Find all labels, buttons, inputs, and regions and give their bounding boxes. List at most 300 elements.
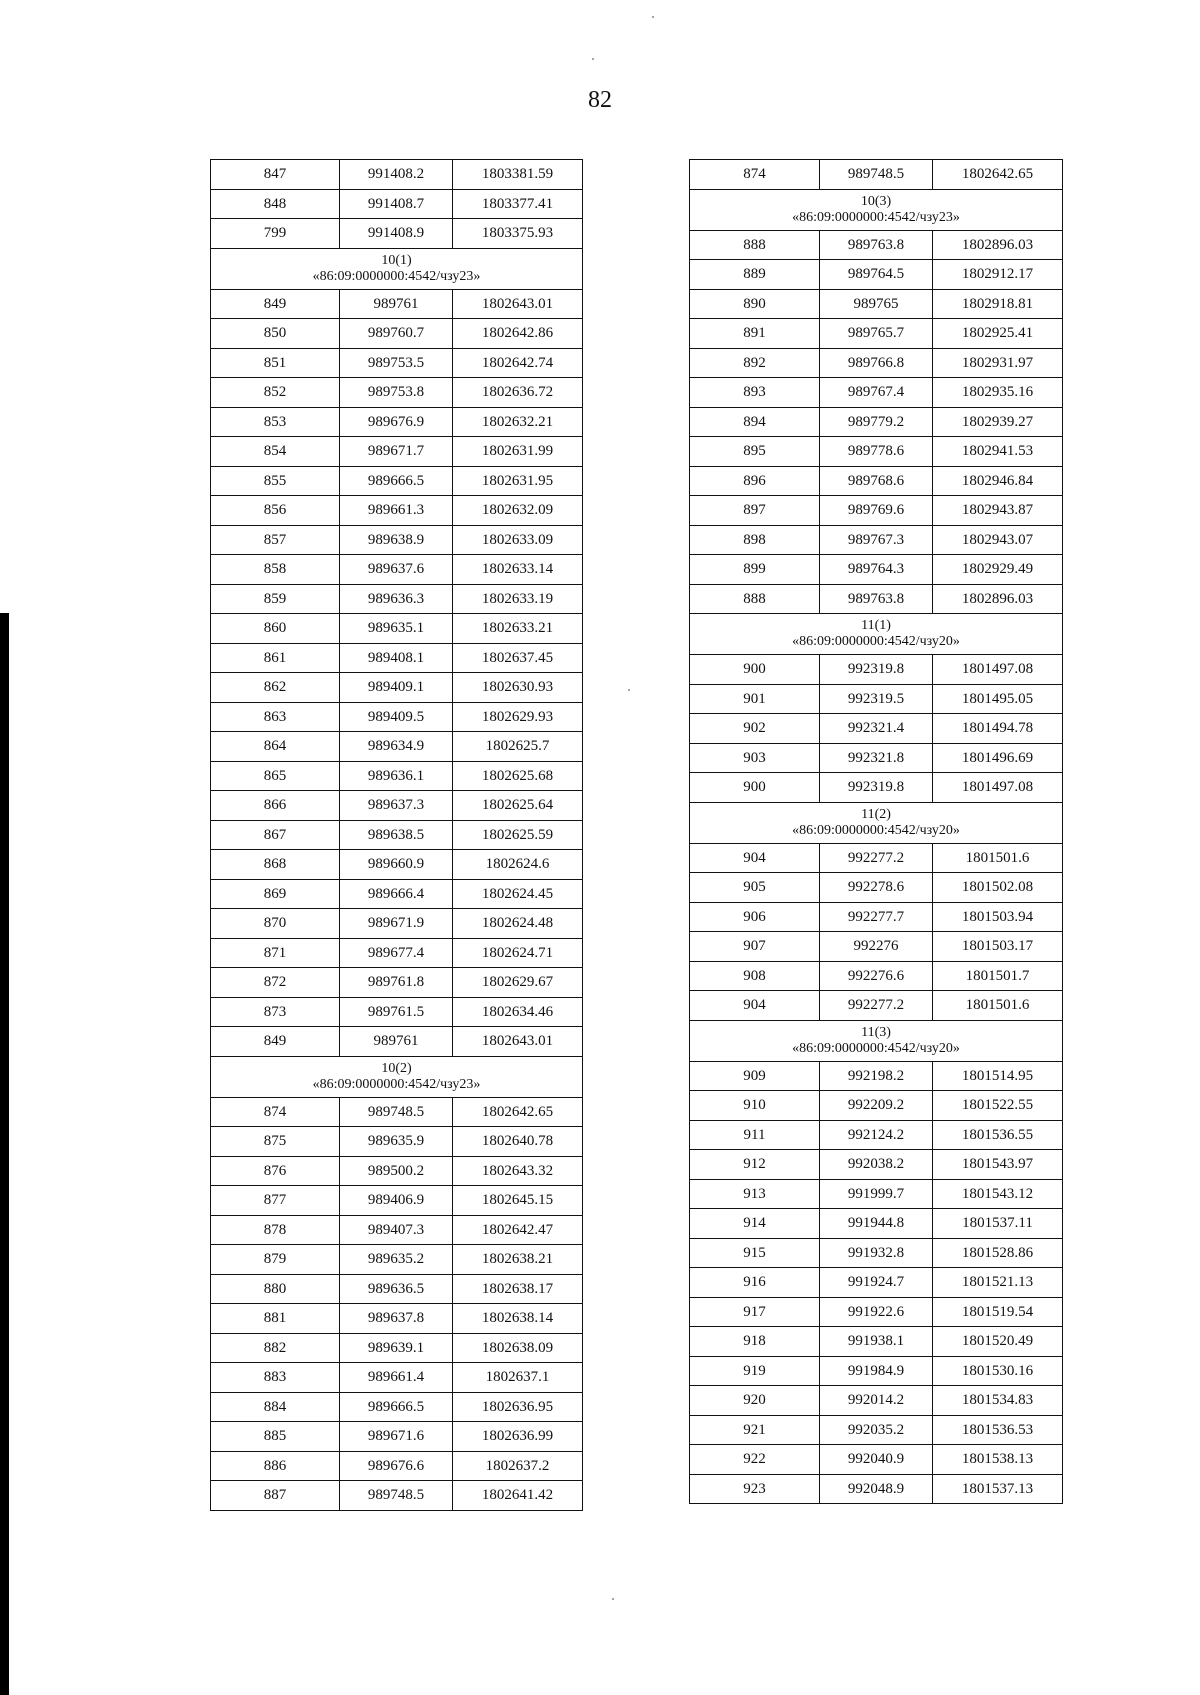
table-row (690, 319, 1063, 349)
y-coordinate-cell: 1802637.45 (453, 643, 583, 673)
y-coordinate-cell: 1801536.55 (933, 1120, 1063, 1150)
table-row (211, 1392, 583, 1422)
point-number-cell: 907 (690, 932, 820, 962)
table-row (690, 289, 1063, 319)
x-coordinate-cell: 992014.2 (820, 1386, 933, 1416)
x-coordinate-cell: 989634.9 (340, 732, 453, 762)
table-row (690, 1356, 1063, 1386)
x-coordinate-cell: 989778.6 (820, 437, 933, 467)
table-row (690, 1091, 1063, 1121)
x-coordinate-cell: 991944.8 (820, 1209, 933, 1239)
table-row (690, 1415, 1063, 1445)
point-number-cell: 904 (690, 991, 820, 1021)
table-row (211, 1363, 583, 1393)
point-number-cell: 897 (690, 496, 820, 526)
table-row (690, 160, 1063, 190)
y-coordinate-cell: 1801495.05 (933, 684, 1063, 714)
x-coordinate-cell: 989407.3 (340, 1215, 453, 1245)
point-number-cell: 884 (211, 1392, 340, 1422)
x-coordinate-cell: 989666.5 (340, 466, 453, 496)
table-row (690, 1327, 1063, 1357)
section-cadastral-code: «86:09:0000000:4542/чзу20» (792, 634, 960, 649)
table-row (211, 1215, 583, 1245)
table-row (211, 1451, 583, 1481)
table-row (211, 555, 583, 585)
point-number-cell: 856 (211, 496, 340, 526)
point-number-cell: 865 (211, 761, 340, 791)
y-coordinate-cell: 1802624.45 (453, 879, 583, 909)
point-number-cell: 885 (211, 1422, 340, 1452)
x-coordinate-cell: 992319.5 (820, 684, 933, 714)
x-coordinate-cell: 989748.5 (340, 1097, 453, 1127)
table-row (690, 714, 1063, 744)
table-row (211, 466, 583, 496)
point-number-cell: 853 (211, 407, 340, 437)
x-coordinate-cell: 989748.5 (340, 1481, 453, 1511)
y-coordinate-cell: 1802896.03 (933, 230, 1063, 260)
table-row (690, 230, 1063, 260)
table-row (211, 997, 583, 1027)
x-coordinate-cell: 991922.6 (820, 1297, 933, 1327)
table-row (211, 219, 583, 249)
point-number-cell: 906 (690, 902, 820, 932)
x-coordinate-cell: 989765 (820, 289, 933, 319)
y-coordinate-cell: 1802634.46 (453, 997, 583, 1027)
y-coordinate-cell: 1801543.12 (933, 1179, 1063, 1209)
x-coordinate-cell: 992319.8 (820, 773, 933, 803)
y-coordinate-cell: 1802931.97 (933, 348, 1063, 378)
point-number-cell: 851 (211, 348, 340, 378)
point-number-cell: 864 (211, 732, 340, 762)
y-coordinate-cell: 1801503.94 (933, 902, 1063, 932)
table-row (690, 873, 1063, 903)
point-number-cell: 859 (211, 584, 340, 614)
section-heading-row (211, 248, 583, 289)
section-title: 10(1) (381, 252, 412, 268)
table-row (690, 1150, 1063, 1180)
x-coordinate-cell: 989666.5 (340, 1392, 453, 1422)
table-row (690, 1386, 1063, 1416)
table-row (690, 260, 1063, 290)
x-coordinate-cell: 989671.7 (340, 437, 453, 467)
x-coordinate-cell: 989766.8 (820, 348, 933, 378)
y-coordinate-cell: 1802636.99 (453, 1422, 583, 1452)
table-row (690, 1120, 1063, 1150)
point-number-cell: 913 (690, 1179, 820, 1209)
y-coordinate-cell: 1802629.93 (453, 702, 583, 732)
table-row (211, 879, 583, 909)
scan-edge-bar (0, 613, 9, 1695)
point-number-cell: 878 (211, 1215, 340, 1245)
x-coordinate-cell: 989763.8 (820, 584, 933, 614)
y-coordinate-cell: 1802633.09 (453, 525, 583, 555)
y-coordinate-cell: 1802643.01 (453, 289, 583, 319)
x-coordinate-cell: 989676.6 (340, 1451, 453, 1481)
point-number-cell: 860 (211, 614, 340, 644)
point-number-cell: 877 (211, 1186, 340, 1216)
x-coordinate-cell: 989409.5 (340, 702, 453, 732)
table-row (211, 289, 583, 319)
x-coordinate-cell: 989768.6 (820, 466, 933, 496)
scan-speck (652, 16, 654, 18)
table-row (690, 961, 1063, 991)
y-coordinate-cell: 1802633.14 (453, 555, 583, 585)
y-coordinate-cell: 1802638.21 (453, 1245, 583, 1275)
x-coordinate-cell: 989764.3 (820, 555, 933, 585)
table-row (211, 407, 583, 437)
table-row (690, 1297, 1063, 1327)
table-row (211, 1127, 583, 1157)
table-row (211, 938, 583, 968)
y-coordinate-cell: 1802625.68 (453, 761, 583, 791)
x-coordinate-cell: 989636.1 (340, 761, 453, 791)
section-title: 10(3) (860, 193, 892, 209)
point-number-cell: 916 (690, 1268, 820, 1298)
table-row (690, 496, 1063, 526)
y-coordinate-cell: 1801501.6 (933, 843, 1063, 873)
table-row (211, 1186, 583, 1216)
table-row (211, 189, 583, 219)
point-number-cell: 880 (211, 1274, 340, 1304)
table-row (211, 319, 583, 349)
table-row (211, 160, 583, 190)
section-heading (211, 1056, 583, 1097)
x-coordinate-cell: 989637.8 (340, 1304, 453, 1334)
y-coordinate-cell: 1801501.6 (933, 991, 1063, 1021)
x-coordinate-cell: 989635.9 (340, 1127, 453, 1157)
point-number-cell: 882 (211, 1333, 340, 1363)
point-number-cell: 908 (690, 961, 820, 991)
x-coordinate-cell: 989760.7 (340, 319, 453, 349)
x-coordinate-cell: 989765.7 (820, 319, 933, 349)
y-coordinate-cell: 1802642.65 (933, 160, 1063, 190)
point-number-cell: 891 (690, 319, 820, 349)
point-number-cell: 870 (211, 909, 340, 939)
x-coordinate-cell: 992277.2 (820, 843, 933, 873)
x-coordinate-cell: 992276.6 (820, 961, 933, 991)
y-coordinate-cell: 1801538.13 (933, 1445, 1063, 1475)
section-title: 10(2) (381, 1060, 412, 1076)
x-coordinate-cell: 989779.2 (820, 407, 933, 437)
table-row (211, 614, 583, 644)
point-number-cell: 896 (690, 466, 820, 496)
point-number-cell: 915 (690, 1238, 820, 1268)
point-number-cell: 883 (211, 1363, 340, 1393)
y-coordinate-cell: 1802925.41 (933, 319, 1063, 349)
y-coordinate-cell: 1802641.42 (453, 1481, 583, 1511)
table-row (211, 1156, 583, 1186)
y-coordinate-cell: 1801537.11 (933, 1209, 1063, 1239)
x-coordinate-cell: 992209.2 (820, 1091, 933, 1121)
x-coordinate-cell: 989409.1 (340, 673, 453, 703)
y-coordinate-cell: 1802625.7 (453, 732, 583, 762)
scan-speck (592, 58, 594, 60)
y-coordinate-cell: 1802939.27 (933, 407, 1063, 437)
y-coordinate-cell: 1802918.81 (933, 289, 1063, 319)
y-coordinate-cell: 1801537.13 (933, 1474, 1063, 1504)
x-coordinate-cell: 989638.5 (340, 820, 453, 850)
y-coordinate-cell: 1801497.08 (933, 773, 1063, 803)
y-coordinate-cell: 1802946.84 (933, 466, 1063, 496)
section-heading-row (690, 1020, 1063, 1061)
x-coordinate-cell: 989676.9 (340, 407, 453, 437)
y-coordinate-cell: 1802643.32 (453, 1156, 583, 1186)
x-coordinate-cell: 989767.3 (820, 525, 933, 555)
point-number-cell: 888 (690, 584, 820, 614)
x-coordinate-cell: 992048.9 (820, 1474, 933, 1504)
table-row (211, 791, 583, 821)
x-coordinate-cell: 989635.1 (340, 614, 453, 644)
table-row (211, 968, 583, 998)
point-number-cell: 863 (211, 702, 340, 732)
point-number-cell: 854 (211, 437, 340, 467)
section-cadastral-code: «86:09:0000000:4542/чзу20» (792, 1040, 960, 1056)
x-coordinate-cell: 991938.1 (820, 1327, 933, 1357)
table-row (211, 702, 583, 732)
y-coordinate-cell: 1802640.78 (453, 1127, 583, 1157)
table-row (690, 902, 1063, 932)
x-coordinate-cell: 989408.1 (340, 643, 453, 673)
y-coordinate-cell: 1803377.41 (453, 189, 583, 219)
point-number-cell: 911 (690, 1120, 820, 1150)
x-coordinate-cell: 992040.9 (820, 1445, 933, 1475)
table-row (690, 584, 1063, 614)
point-number-cell: 799 (211, 219, 340, 249)
point-number-cell: 874 (690, 160, 820, 190)
table-row (211, 761, 583, 791)
x-coordinate-cell: 992276 (820, 932, 933, 962)
y-coordinate-cell: 1802625.64 (453, 791, 583, 821)
point-number-cell: 919 (690, 1356, 820, 1386)
x-coordinate-cell: 989764.5 (820, 260, 933, 290)
table-row (690, 743, 1063, 773)
section-heading (690, 189, 1063, 230)
point-number-cell: 848 (211, 189, 340, 219)
table-row (211, 1245, 583, 1275)
point-number-cell: 889 (690, 260, 820, 290)
y-coordinate-cell: 1801536.53 (933, 1415, 1063, 1445)
y-coordinate-cell: 1802636.72 (453, 378, 583, 408)
table-row (211, 673, 583, 703)
point-number-cell: 874 (211, 1097, 340, 1127)
point-number-cell: 910 (690, 1091, 820, 1121)
x-coordinate-cell: 991408.7 (340, 189, 453, 219)
table-row (690, 1474, 1063, 1504)
y-coordinate-cell: 1801514.95 (933, 1061, 1063, 1091)
y-coordinate-cell: 1802642.86 (453, 319, 583, 349)
y-coordinate-cell: 1802941.53 (933, 437, 1063, 467)
point-number-cell: 923 (690, 1474, 820, 1504)
y-coordinate-cell: 1801521.13 (933, 1268, 1063, 1298)
point-number-cell: 850 (211, 319, 340, 349)
x-coordinate-cell: 989660.9 (340, 850, 453, 880)
y-coordinate-cell: 1802643.01 (453, 1027, 583, 1057)
scan-speck (612, 1598, 614, 1600)
x-coordinate-cell: 989661.3 (340, 496, 453, 526)
table-row (690, 1268, 1063, 1298)
table-row (211, 437, 583, 467)
y-coordinate-cell: 1801519.54 (933, 1297, 1063, 1327)
table-row (690, 1445, 1063, 1475)
y-coordinate-cell: 1802642.65 (453, 1097, 583, 1127)
x-coordinate-cell: 991408.2 (340, 160, 453, 190)
point-number-cell: 875 (211, 1127, 340, 1157)
table-row (211, 1304, 583, 1334)
table-row (690, 525, 1063, 555)
table-row (690, 1179, 1063, 1209)
y-coordinate-cell: 1802624.71 (453, 938, 583, 968)
table-row (211, 1027, 583, 1057)
y-coordinate-cell: 1802943.87 (933, 496, 1063, 526)
table-row (211, 525, 583, 555)
table-row (211, 1422, 583, 1452)
table-row (690, 437, 1063, 467)
point-number-cell: 871 (211, 938, 340, 968)
x-coordinate-cell: 992319.8 (820, 655, 933, 685)
point-number-cell: 900 (690, 773, 820, 803)
table-row (211, 643, 583, 673)
table-row (211, 1333, 583, 1363)
y-coordinate-cell: 1801497.08 (933, 655, 1063, 685)
y-coordinate-cell: 1802637.2 (453, 1451, 583, 1481)
x-coordinate-cell: 989666.4 (340, 879, 453, 909)
x-coordinate-cell: 989661.4 (340, 1363, 453, 1393)
page-number: 82 (588, 87, 612, 113)
y-coordinate-cell: 1802624.48 (453, 909, 583, 939)
x-coordinate-cell: 989671.6 (340, 1422, 453, 1452)
x-coordinate-cell: 989677.4 (340, 938, 453, 968)
table-row (690, 655, 1063, 685)
table-row (211, 1481, 583, 1511)
point-number-cell: 867 (211, 820, 340, 850)
point-number-cell: 895 (690, 437, 820, 467)
point-number-cell: 876 (211, 1156, 340, 1186)
coordinates-table-right (689, 159, 1063, 1504)
x-coordinate-cell: 989748.5 (820, 160, 933, 190)
y-coordinate-cell: 1802943.07 (933, 525, 1063, 555)
coordinates-table-left (210, 159, 583, 1511)
table-row (690, 407, 1063, 437)
x-coordinate-cell: 991924.7 (820, 1268, 933, 1298)
table-row (211, 820, 583, 850)
y-coordinate-cell: 1801522.55 (933, 1091, 1063, 1121)
table-row (211, 732, 583, 762)
point-number-cell: 857 (211, 525, 340, 555)
table-row (211, 348, 583, 378)
point-number-cell: 918 (690, 1327, 820, 1357)
y-coordinate-cell: 1802624.6 (453, 850, 583, 880)
table-row (690, 773, 1063, 803)
y-coordinate-cell: 1802631.99 (453, 437, 583, 467)
x-coordinate-cell: 992198.2 (820, 1061, 933, 1091)
point-number-cell: 849 (211, 289, 340, 319)
x-coordinate-cell: 989671.9 (340, 909, 453, 939)
point-number-cell: 879 (211, 1245, 340, 1275)
point-number-cell: 866 (211, 791, 340, 821)
point-number-cell: 912 (690, 1150, 820, 1180)
point-number-cell: 905 (690, 873, 820, 903)
y-coordinate-cell: 1801534.83 (933, 1386, 1063, 1416)
x-coordinate-cell: 989753.5 (340, 348, 453, 378)
y-coordinate-cell: 1802645.15 (453, 1186, 583, 1216)
point-number-cell: 903 (690, 743, 820, 773)
y-coordinate-cell: 1802632.09 (453, 496, 583, 526)
section-heading (690, 1020, 1063, 1061)
table-row (690, 1209, 1063, 1239)
table-row (211, 850, 583, 880)
x-coordinate-cell: 989637.6 (340, 555, 453, 585)
x-coordinate-cell: 991932.8 (820, 1238, 933, 1268)
table-row (690, 378, 1063, 408)
y-coordinate-cell: 1802638.14 (453, 1304, 583, 1334)
table-row (690, 1061, 1063, 1091)
point-number-cell: 887 (211, 1481, 340, 1511)
point-number-cell: 881 (211, 1304, 340, 1334)
point-number-cell: 861 (211, 643, 340, 673)
point-number-cell: 893 (690, 378, 820, 408)
x-coordinate-cell: 992321.8 (820, 743, 933, 773)
x-coordinate-cell: 989406.9 (340, 1186, 453, 1216)
y-coordinate-cell: 1802631.95 (453, 466, 583, 496)
point-number-cell: 901 (690, 684, 820, 714)
point-number-cell: 858 (211, 555, 340, 585)
point-number-cell: 904 (690, 843, 820, 873)
y-coordinate-cell: 1802625.59 (453, 820, 583, 850)
point-number-cell: 855 (211, 466, 340, 496)
x-coordinate-cell: 992277.7 (820, 902, 933, 932)
x-coordinate-cell: 989637.3 (340, 791, 453, 821)
table-row (211, 584, 583, 614)
table-row (690, 932, 1063, 962)
section-title: 11(3) (861, 1024, 891, 1040)
x-coordinate-cell: 989638.9 (340, 525, 453, 555)
scan-speck (628, 689, 630, 691)
point-number-cell: 900 (690, 655, 820, 685)
y-coordinate-cell: 1803381.59 (453, 160, 583, 190)
y-coordinate-cell: 1802632.21 (453, 407, 583, 437)
table-row (690, 555, 1063, 585)
x-coordinate-cell: 989761.8 (340, 968, 453, 998)
y-coordinate-cell: 1801530.16 (933, 1356, 1063, 1386)
x-coordinate-cell: 989769.6 (820, 496, 933, 526)
y-coordinate-cell: 1801520.49 (933, 1327, 1063, 1357)
point-number-cell: 909 (690, 1061, 820, 1091)
section-cadastral-code: «86:09:0000000:4542/чзу23» (312, 1076, 481, 1092)
point-number-cell: 899 (690, 555, 820, 585)
y-coordinate-cell: 1802642.47 (453, 1215, 583, 1245)
x-coordinate-cell: 989761 (340, 1027, 453, 1057)
x-coordinate-cell: 991984.9 (820, 1356, 933, 1386)
x-coordinate-cell: 989500.2 (340, 1156, 453, 1186)
x-coordinate-cell: 992321.4 (820, 714, 933, 744)
y-coordinate-cell: 1802630.93 (453, 673, 583, 703)
point-number-cell: 894 (690, 407, 820, 437)
section-cadastral-code: «86:09:0000000:4542/чзу23» (312, 268, 481, 284)
x-coordinate-cell: 989639.1 (340, 1333, 453, 1363)
section-heading (211, 248, 583, 289)
point-number-cell: 868 (211, 850, 340, 880)
point-number-cell: 886 (211, 1451, 340, 1481)
section-title: 11(2) (861, 806, 891, 822)
x-coordinate-cell: 989635.2 (340, 1245, 453, 1275)
y-coordinate-cell: 1802633.19 (453, 584, 583, 614)
table-row (690, 843, 1063, 873)
y-coordinate-cell: 1802629.67 (453, 968, 583, 998)
x-coordinate-cell: 992035.2 (820, 1415, 933, 1445)
point-number-cell: 892 (690, 348, 820, 378)
y-coordinate-cell: 1801496.69 (933, 743, 1063, 773)
x-coordinate-cell: 989761.5 (340, 997, 453, 1027)
